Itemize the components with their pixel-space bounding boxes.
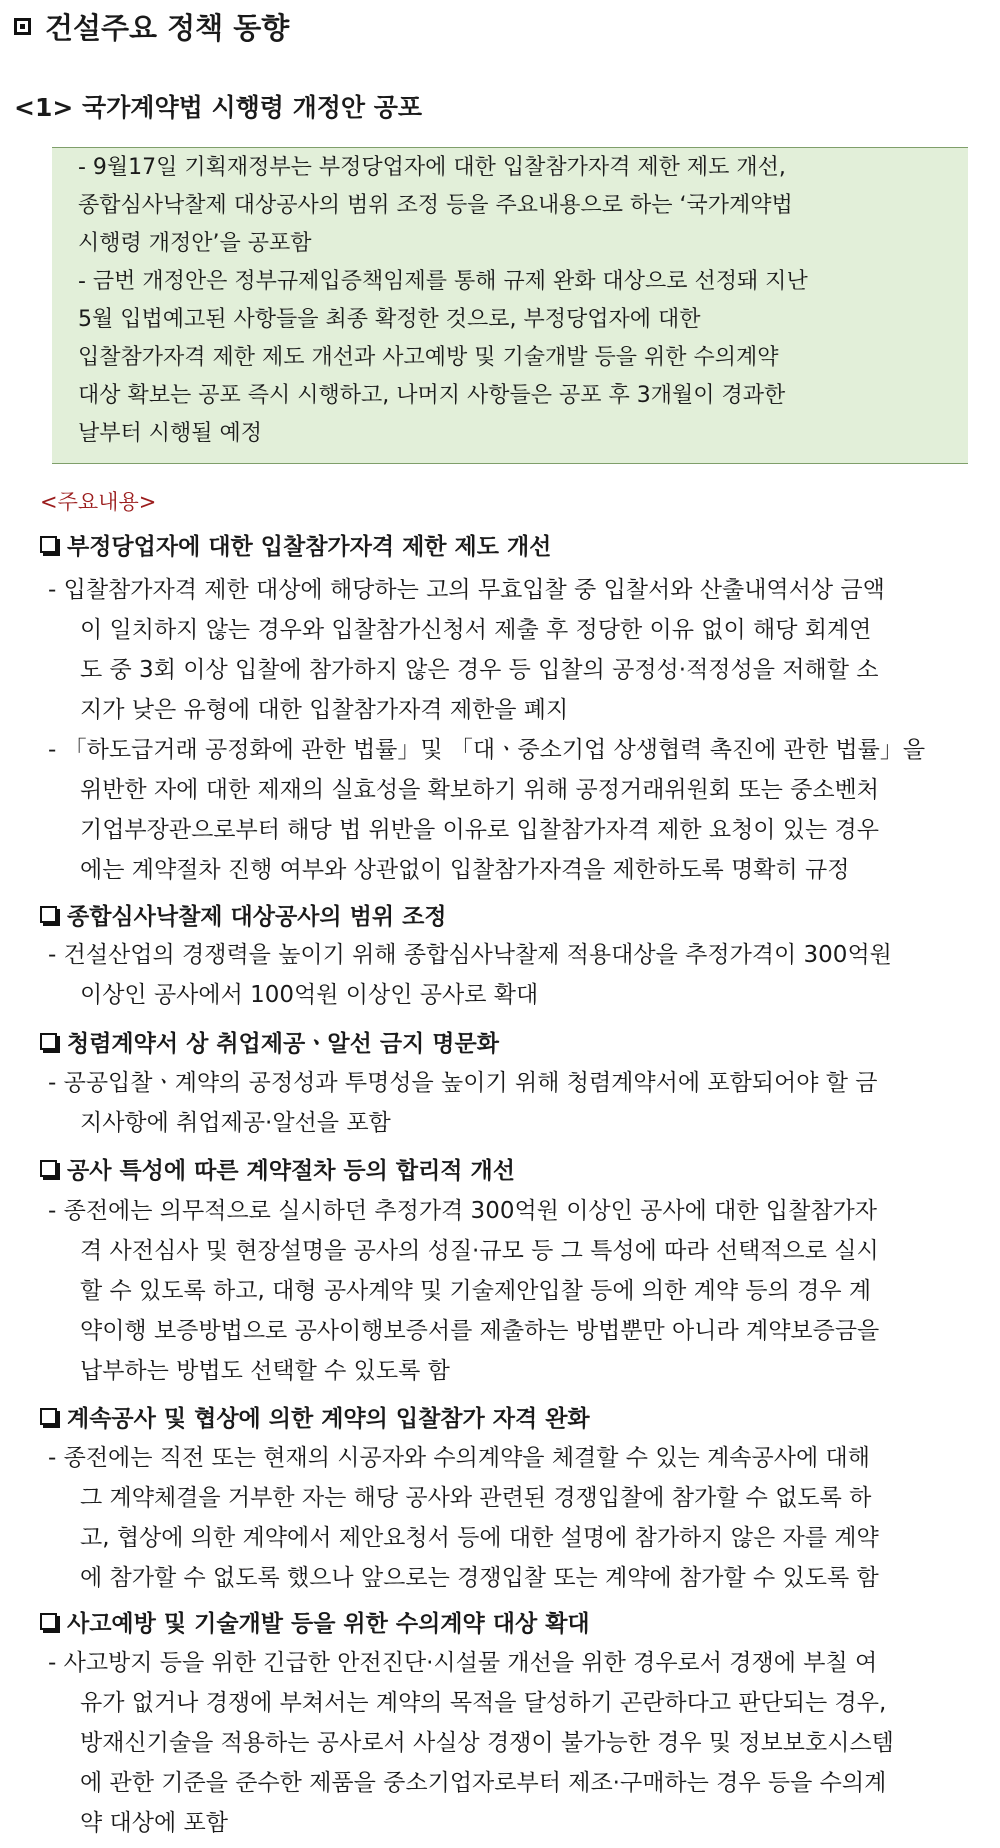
summary-line: - 금번 개정안은 정부규제입증책임제를 통해 규제 완화 대상으로 선정돼 지난 [78, 269, 808, 294]
body-line: - 종전에는 의무적으로 실시하던 추정가격 300억원 이상인 공사에 대한 입찰참가자 [48, 1198, 877, 1224]
body-line: - 「하도급거래 공정화에 관한 법률」및 「대ㆍ중소기업 상생협력 촉진에 관한 법률」을 [48, 737, 926, 763]
summary-line: 입찰참가자격 제한 제도 개선과 사고예방 및 기술개발 등을 위한 수의계약 [78, 345, 779, 370]
checkbox-bullet-icon [40, 1033, 57, 1050]
body-line: 에 참가할 수 없도록 했으나 앞으로는 경쟁입찰 또는 계약에 참가할 수 있도록 함 [80, 1565, 879, 1591]
summary-line: 종합심사낙찰제 대상공사의 범위 조정 등을 주요내용으로 하는 ‘국가계약법 [78, 193, 793, 218]
checkbox-bullet-icon [40, 1613, 57, 1630]
body-line: - 공공입찰ㆍ계약의 공정성과 투명성을 높이기 위해 청렴계약서에 포함되어야 할 금 [48, 1070, 878, 1096]
heading: 종합심사낙찰제 대상공사의 범위 조정 [67, 904, 447, 930]
heading-row [40, 528, 551, 561]
heading: 사고예방 및 기술개발 등을 위한 수의계약 대상 확대 [67, 1611, 590, 1637]
body-line: 에는 계약절차 진행 여부와 상관없이 입찰참가자격을 제한하도록 명확히 규정 [80, 857, 850, 883]
body-line: 도 중 3회 이상 입찰에 참가하지 않은 경우 등 입찰의 공정성·적정성을 저해할 소 [80, 657, 879, 683]
body-line: 할 수 있도록 하고, 대형 공사계약 및 기술제안입찰 등에 의한 계약 등의 경우 계 [80, 1278, 872, 1304]
heading-row [40, 1605, 590, 1638]
checkbox-bullet-icon [40, 536, 57, 553]
heading: 부정당업자에 대한 입찰참가자격 제한 제도 개선 [67, 534, 552, 560]
key-content-label: <주요내용> [40, 490, 157, 514]
body-line: 유가 없거나 경쟁에 부쳐서는 계약의 목적을 달성하기 곤란하다고 판단되는 경우, [80, 1690, 887, 1716]
body-line: 위반한 자에 대한 제재의 실효성을 확보하기 위해 공정거래위원회 또는 중소벤처 [80, 777, 879, 803]
heading-row [40, 1400, 590, 1433]
summary-line: 대상 확보는 공포 즉시 시행하고, 나머지 사항들은 공포 후 3개월이 경과한 [78, 383, 786, 408]
heading: 청렴계약서 상 취업제공ㆍ알선 금지 명문화 [67, 1031, 499, 1057]
section-title: <1> 국가계약법 시행령 개정안 공포 [14, 93, 423, 122]
heading: 계속공사 및 협상에 의한 계약의 입찰참가 자격 완화 [67, 1406, 590, 1432]
body-line: 에 관한 기준을 준수한 제품을 중소기업자로부터 제조·구매하는 경우 등을 수의계 [80, 1770, 887, 1796]
heading-row [40, 898, 447, 931]
body-line: 격 사전심사 및 현장설명을 공사의 성질·규모 등 그 특성에 따라 선택적으로 실시 [80, 1238, 879, 1264]
body-line: - 종전에는 직전 또는 현재의 시공자와 수의계약을 체결할 수 있는 계속공사에 대해 [48, 1445, 870, 1471]
heading: 공사 특성에 따른 계약절차 등의 합리적 개선 [67, 1158, 515, 1184]
body-line: 기업부장관으로부터 해당 법 위반을 이유로 입찰참가자격 제한 요청이 있는 경우 [80, 817, 879, 843]
body-line: 지가 낮은 유형에 대한 입찰참가자격 제한을 폐지 [80, 697, 569, 723]
filled-square-icon [14, 18, 31, 35]
body-line: 이상인 공사에서 100억원 이상인 공사로 확대 [80, 982, 539, 1008]
summary-line: 날부터 시행될 예정 [78, 421, 263, 446]
body-line: 지사항에 취업제공·알선을 포함 [80, 1110, 391, 1136]
body-line: 이 일치하지 않는 경우와 입찰참가신청서 제출 후 정당한 이유 없이 해당 회계연 [80, 617, 872, 643]
body-line: 약 대상에 포함 [80, 1810, 228, 1836]
checkbox-bullet-icon [40, 906, 57, 923]
heading-row [40, 1152, 515, 1185]
document-title-row [14, 6, 289, 47]
body-line: - 사고방지 등을 위한 긴급한 안전진단·시설물 개선을 위한 경우로서 경쟁에 부칠 여 [48, 1650, 878, 1676]
body-line: - 건설산업의 경쟁력을 높이기 위해 종합심사낙찰제 적용대상을 추정가격이 300억원 [48, 942, 892, 968]
body-line: 고, 협상에 의한 계약에서 제안요청서 등에 대한 설명에 참가하지 않은 자를 계약 [80, 1525, 879, 1551]
body-line: - 입찰참가자격 제한 대상에 해당하는 고의 무효입찰 중 입찰서와 산출내역서상 금액 [48, 577, 885, 603]
body-line: 약이행 보증방법으로 공사이행보증서를 제출하는 방법뿐만 아니라 계약보증금을 [80, 1318, 880, 1344]
summary-box [52, 147, 968, 464]
summary-line: - 9월17일 기획재정부는 부정당업자에 대한 입찰참가자격 제한 제도 개선, [78, 155, 786, 180]
body-line: 방재신기술을 적용하는 공사로서 사실상 경쟁이 불가능한 경우 및 정보보호시스템 [80, 1730, 894, 1756]
summary-line: 시행령 개정안’을 공포함 [78, 231, 312, 256]
summary-line: 5월 입법예고된 사항들을 최종 확정한 것으로, 부정당업자에 대한 [78, 307, 701, 332]
checkbox-bullet-icon [40, 1408, 57, 1425]
document-title: 건설주요 정책 동향 [45, 11, 290, 45]
body-line: 그 계약체결을 거부한 자는 해당 공사와 관련된 경쟁입찰에 참가할 수 없도록 하 [80, 1485, 872, 1511]
checkbox-bullet-icon [40, 1160, 57, 1177]
body-line: 납부하는 방법도 선택할 수 있도록 함 [80, 1358, 450, 1384]
heading-row [40, 1025, 499, 1058]
